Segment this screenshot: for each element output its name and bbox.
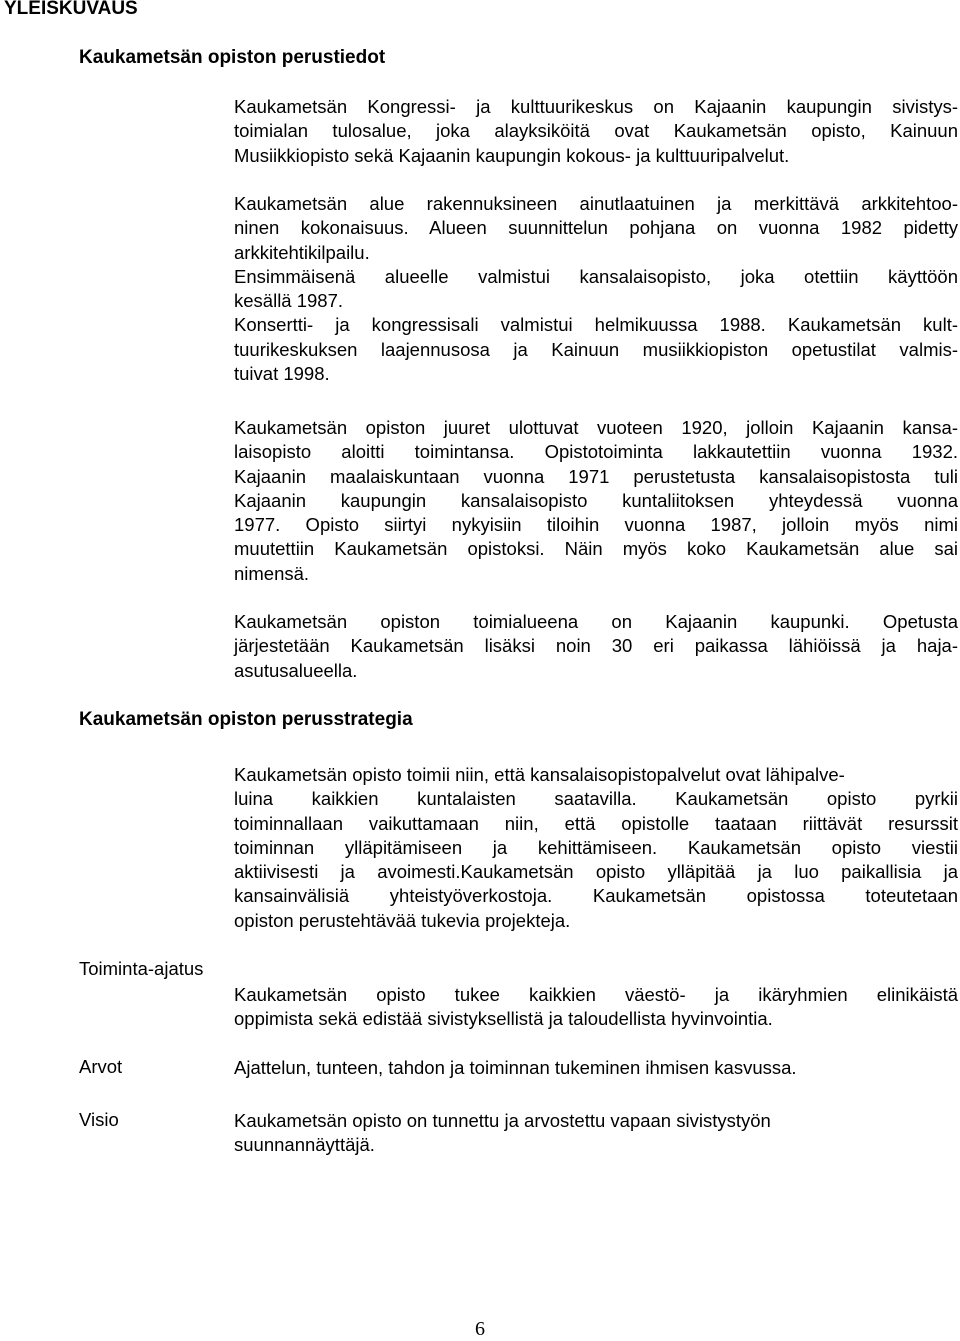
text-line: oppimista sekä edistää sivistyksellistä ja taloudellista hyvinvointia. (234, 1008, 773, 1030)
text-line: Ajattelun, tunteen, tahdon ja toiminnan tukeminen ihmisen kasvussa. (234, 1057, 797, 1078)
text-line: 1977. Opisto siirtyi nykyisiin tiloihin vuonna 1987, jolloin myös nimi (234, 514, 958, 536)
label-arvot: Arvot (79, 1056, 123, 1077)
text-line: Kaukametsän opisto toimii niin, että kansalaisopistopalvelut ovat lähipalve- (234, 764, 845, 785)
paragraph-kulttuurikeskus (234, 95, 958, 168)
text-line: asutusalueella. (234, 659, 358, 681)
text-line: toiminnallaan vaikuttamaan niin, että opistolle taataan riittävät resurssit (234, 812, 958, 834)
text-line: kansainvälisiä yhteistyöverkostoja. Kaukametsän opistossa toteutetaan (234, 885, 958, 907)
paragraph-arvot (234, 1056, 958, 1080)
text-line: Kaukametsän opisto tukee kaikkien väestö- ja ikäryhmien elinikäistä (234, 984, 958, 1005)
paragraph-strategia (234, 763, 958, 933)
page-heading: YLEISKUVAUS (4, 0, 138, 19)
paragraph-alue (234, 192, 958, 386)
section-title-perustiedot: Kaukametsän opiston perustiedot (79, 47, 386, 68)
text-line: Konsertti- ja kongressisali valmistui helmikuussa 1988. Kaukametsän kult- (234, 314, 958, 336)
text-line: Kaukametsän opiston juuret ulottuvat vuoteen 1920, jolloin Kajaanin kansa- (234, 417, 958, 438)
text-line: arkkitehtikilpailu. (234, 241, 370, 263)
text-line: Kajaanin maalaiskuntaan vuonna 1971 perustetusta kansalaisopistosta tuli (234, 465, 958, 487)
text-line: luina kaikkien kuntalaisten saatavilla. Kaukametsän opisto pyrkii (234, 788, 958, 810)
page-number: 6 (475, 1318, 485, 1340)
text-line: Kaukametsän opisto on tunnettu ja arvostettu vapaan sivistystyön (234, 1110, 771, 1131)
text-line: kesällä 1987. (234, 290, 344, 312)
text-line: Kajaanin kaupungin kansalaisopisto kuntaliitoksen yhteydessä vuonna (234, 489, 958, 511)
paragraph-toiminta-ajatus (234, 983, 958, 1032)
text-line: suunnannäyttäjä. (234, 1134, 375, 1156)
text-line: Musiikkiopisto sekä Kajaanin kaupungin kokous- ja kulttuuripalvelut. (234, 144, 790, 166)
section-title-perusstrategia: Kaukametsän opiston perusstrategia (79, 709, 413, 730)
text-line: Ensimmäisenä alueelle valmistui kansalaisopisto, joka otettiin käyttöön (234, 265, 958, 287)
text-line: tuurikeskuksen laajennusosa ja Kainuun musiikkiopiston opetustilat valmis- (234, 338, 958, 360)
text-line: järjestetään Kaukametsän lisäksi noin 30 eri paikassa lähiöissä ja haja- (234, 635, 958, 657)
text-line: ninen kokonaisuus. Alueen suunnittelun pohjana on vuonna 1982 pidetty (234, 217, 958, 239)
text-line: toiminnan ylläpitämiseen ja kehittämiseen. Kaukametsän opisto viestii (234, 836, 958, 858)
text-line: aktiivisesti ja avoimesti.Kaukametsän opisto ylläpitää ja luo paikallisia ja (234, 861, 958, 883)
text-line: toimialan tulosalue, joka alayksiköitä ovat Kaukametsän opisto, Kainuun (234, 120, 958, 142)
paragraph-historia (234, 416, 958, 586)
text-line: Kaukametsän Kongressi- ja kulttuurikeskus on Kajaanin kaupungin sivistys- (234, 96, 958, 117)
label-visio: Visio (79, 1109, 119, 1130)
paragraph-toimialue (234, 610, 958, 683)
paragraph-visio (234, 1109, 958, 1158)
text-line: laisopisto aloitti toimintansa. Opistotoiminta lakkautettiin vuonna 1932. (234, 441, 958, 463)
text-line: nimensä. (234, 562, 310, 584)
label-toiminta-ajatus: Toiminta-ajatus (79, 958, 204, 979)
text-line: tuivat 1998. (234, 363, 330, 385)
text-line: opiston perustehtävää tukevia projekteja. (234, 909, 571, 931)
text-line: muutettiin Kaukametsän opistoksi. Näin myös koko Kaukametsän alue sai (234, 538, 958, 560)
text-line: Kaukametsän opiston toimialueena on Kajaanin kaupunki. Opetusta (234, 611, 958, 632)
text-line: Kaukametsän alue rakennuksineen ainutlaatuinen ja merkittävä arkkitehtoo- (234, 193, 958, 214)
